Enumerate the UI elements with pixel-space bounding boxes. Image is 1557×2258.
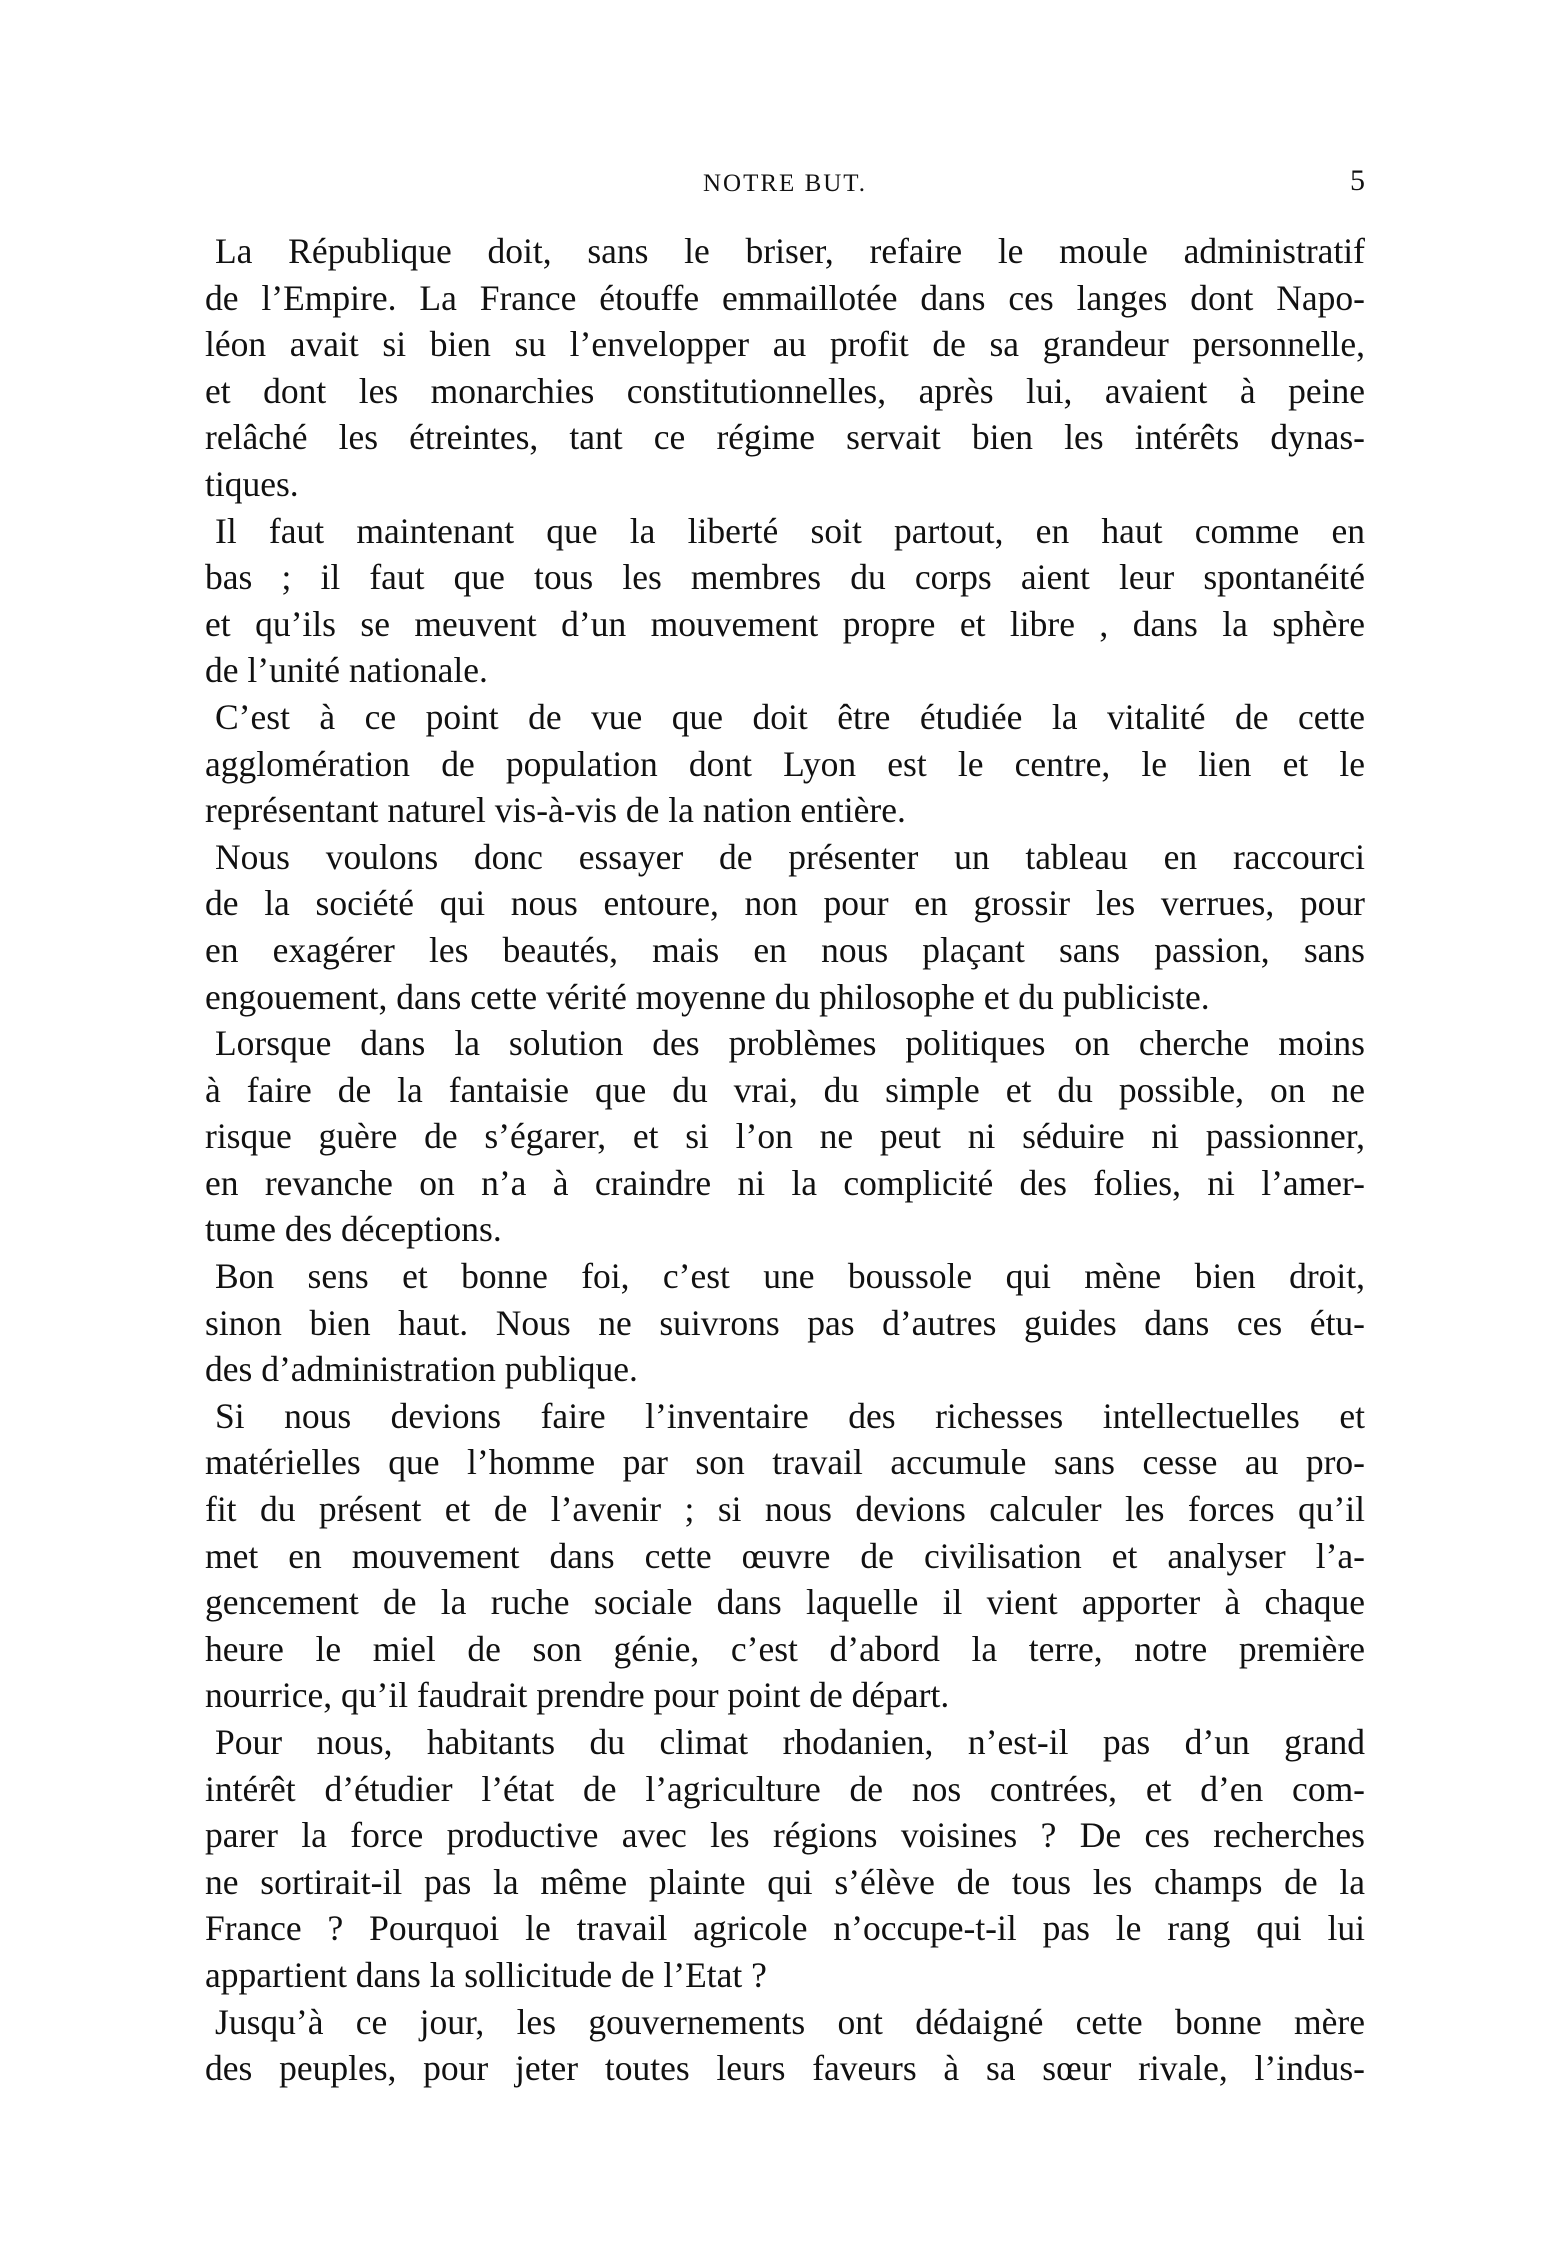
text-line: met en mouvement dans cette œuvre de civilisation et analyser l’a-	[205, 1535, 1365, 1576]
text-line: risque guère de s’égarer, et si l’on ne peut ni séduire ni passionner,	[205, 1116, 1365, 1157]
page-header	[205, 164, 1365, 210]
text-line: représentant naturel vis-à-vis de la nation entière.	[205, 790, 906, 831]
text-line: Il faut maintenant que la liberté soit partout, en haut comme en	[215, 510, 1365, 551]
text-line: des peuples, pour jeter toutes leurs faveurs à sa sœur rivale, l’indus-	[205, 2048, 1365, 2089]
text-line: heure le miel de son génie, c’est d’abord la terre, notre première	[205, 1628, 1365, 1669]
text-line: de l’unité nationale.	[205, 650, 488, 691]
text-line: et qu’ils se meuvent d’un mouvement propre et libre , dans la sphère	[205, 603, 1365, 644]
text-line: bas ; il faut que tous les membres du corps aient leur spontanéité	[205, 557, 1365, 598]
text-line: relâché les étreintes, tant ce régime servait bien les intérêts dynas-	[205, 417, 1365, 458]
text-line: parer la force productive avec les régions voisines ? De ces recherches	[205, 1815, 1365, 1856]
text-line: tume des déceptions.	[205, 1209, 502, 1250]
text-line: en revanche on n’a à craindre ni la complicité des folies, ni l’amer-	[205, 1162, 1365, 1203]
paragraph	[205, 1393, 1365, 1719]
running-title: NOTRE BUT.	[703, 170, 867, 197]
text-line: Bon sens et bonne foi, c’est une boussole qui mène bien droit,	[215, 1256, 1365, 1297]
text-line: engouement, dans cette vérité moyenne du philosophe et du publiciste.	[205, 976, 1210, 1017]
text-line: France ? Pourquoi le travail agricole n’occupe-t-il pas le rang qui lui	[205, 1908, 1365, 1949]
text-line: sinon bien haut. Nous ne suivrons pas d’autres guides dans ces étu-	[205, 1302, 1365, 1343]
paragraph	[205, 1999, 1365, 2092]
text-line: nourrice, qu’il faudrait prendre pour point de départ.	[205, 1675, 950, 1716]
text-line: gencement de la ruche sociale dans laquelle il vient apporter à chaque	[205, 1582, 1365, 1623]
text-line: agglomération de population dont Lyon est le centre, le lien et le	[205, 743, 1365, 784]
text-line: La République doit, sans le briser, refaire le moule administratif	[215, 231, 1365, 271]
body-text	[205, 228, 1365, 2092]
paragraph	[205, 1020, 1365, 1253]
text-line: de la société qui nous entoure, non pour en grossir les verrues, pour	[205, 883, 1365, 924]
text-line: des d’administration publique.	[205, 1349, 638, 1390]
paragraph	[205, 508, 1365, 694]
text-line: fit du présent et de l’avenir ; si nous devions calculer les forces qu’il	[205, 1489, 1365, 1530]
paragraph	[205, 834, 1365, 1020]
paragraph	[205, 1719, 1365, 1999]
text-line: Lorsque dans la solution des problèmes politiques on cherche moins	[215, 1023, 1365, 1064]
text-line: de l’Empire. La France étouffe emmaillotée dans ces langes dont Napo-	[205, 277, 1365, 318]
text-line: à faire de la fantaisie que du vrai, du simple et du possible, on ne	[205, 1069, 1365, 1110]
text-line: tiques.	[205, 463, 299, 504]
paragraph	[205, 1253, 1365, 1393]
text-line: ne sortirait-il pas la même plainte qui s’élève de tous les champs de la	[205, 1861, 1365, 1902]
paragraph	[205, 694, 1365, 834]
text-line: en exagérer les beautés, mais en nous plaçant sans passion, sans	[205, 929, 1365, 970]
text-line: Si nous devions faire l’inventaire des richesses intellectuelles et	[215, 1395, 1365, 1436]
text-line: léon avait si bien su l’envelopper au profit de sa grandeur personnelle,	[205, 324, 1365, 365]
text-line: Pour nous, habitants du climat rhodanien, n’est-il pas d’un grand	[215, 1722, 1365, 1762]
text-line: intérêt d’étudier l’état de l’agriculture de nos contrées, et d’en com-	[205, 1768, 1365, 1809]
text-line: matérielles que l’homme par son travail accumule sans cesse au pro-	[205, 1442, 1365, 1483]
text-line: C’est à ce point de vue que doit être étudiée la vitalité de cette	[215, 696, 1365, 737]
text-line: appartient dans la sollicitude de l’Etat ?	[205, 1954, 767, 1995]
paragraph	[205, 228, 1365, 508]
text-line: Jusqu’à ce jour, les gouvernements ont dédaigné cette bonne mère	[215, 2001, 1365, 2042]
text-line: et dont les monarchies constitutionnelles, après lui, avaient à peine	[205, 370, 1365, 411]
page-number: 5	[1350, 164, 1365, 197]
text-line: Nous voulons donc essayer de présenter un tableau en raccourci	[215, 836, 1365, 877]
